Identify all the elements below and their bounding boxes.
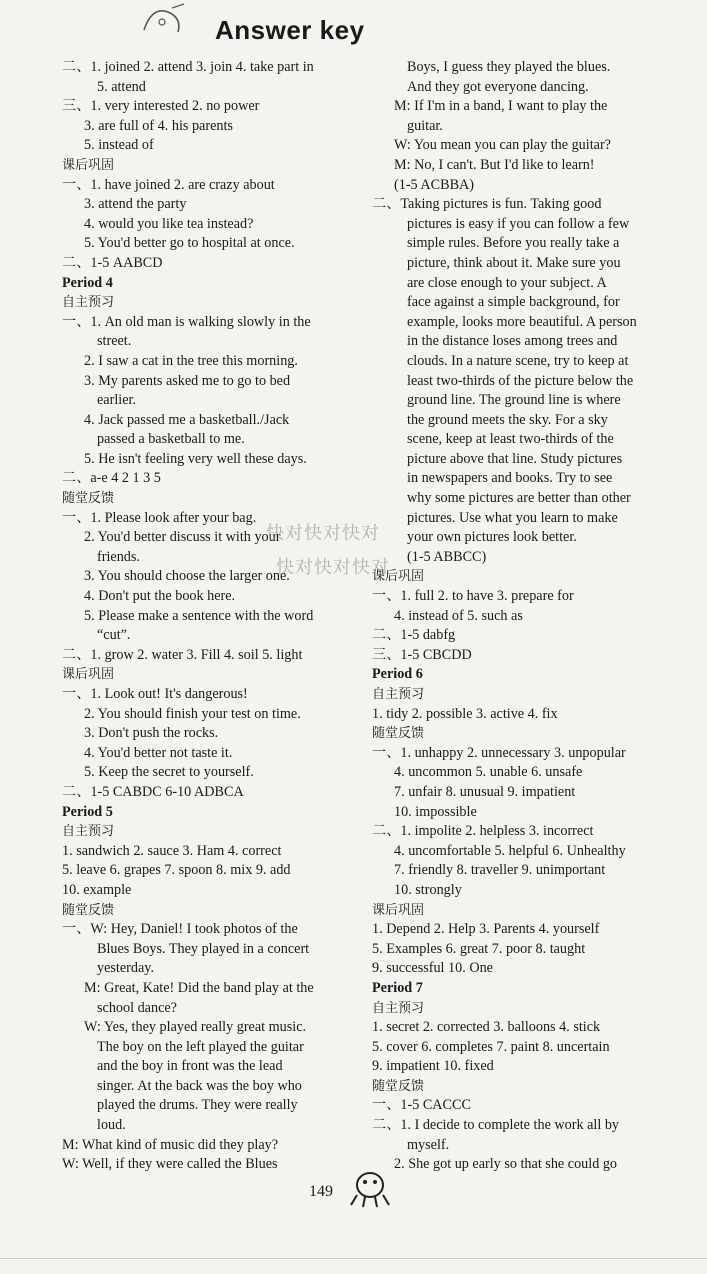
- answer-line: your own pictures look better.: [407, 529, 577, 546]
- answer-line: W: Yes, they played really great music.: [84, 1019, 307, 1036]
- answer-line: 1. sandwich 2. sauce 3. Ham 4. correct: [62, 842, 282, 859]
- answer-line: M: If I'm in a band, I want to play the: [394, 98, 608, 115]
- subsection-label: 自主预习: [62, 824, 115, 840]
- subsection-label: 课后巩固: [62, 667, 115, 683]
- answer-line: 二、a-e 4 2 1 3 5: [62, 470, 161, 487]
- cartoon-doodle-icon: [138, 0, 198, 40]
- answer-line: W: Well, if they were called the Blues: [62, 1156, 278, 1173]
- answer-line: M: No, I can't. But I'd like to learn!: [394, 156, 595, 173]
- answer-line: 5. Please make a sentence with the word: [84, 607, 314, 624]
- answer-line: 7. unfair 8. unusual 9. impatient: [394, 783, 576, 800]
- answer-line: school dance?: [97, 999, 177, 1016]
- answer-line: least two-thirds of the picture below the: [407, 372, 634, 389]
- answer-line: in newspapers and books. Try to see: [407, 470, 613, 487]
- subsection-label: 自主预习: [372, 1000, 425, 1016]
- answer-line: 1. Depend 2. Help 3. Parents 4. yourself: [372, 921, 600, 938]
- answer-line: 3. Don't push the rocks.: [84, 725, 219, 742]
- answer-line: 9. impatient 10. fixed: [372, 1058, 494, 1075]
- answer-line: 1. secret 2. corrected 3. balloons 4. stick: [372, 1019, 601, 1036]
- answer-line: loud.: [97, 1117, 126, 1134]
- answer-line: 5. instead of: [84, 137, 154, 154]
- answer-line: M: Great, Kate! Did the band play at the: [84, 979, 314, 996]
- subsection-label: 随堂反馈: [372, 726, 425, 742]
- answer-line: simple rules. Before you really take a: [407, 235, 620, 252]
- answer-line: 5. Examples 6. great 7. poor 8. taught: [372, 940, 586, 957]
- answer-line: 二、1-5 CABDC 6-10 ADBCA: [62, 783, 244, 800]
- answer-line: 10. impossible: [394, 803, 477, 820]
- answer-line: W: You mean you can play the guitar?: [394, 137, 611, 154]
- answer-line: Blues Boys. They played in a concert: [97, 940, 310, 957]
- answer-line: 5. You'd better go to hospital at once.: [84, 235, 295, 252]
- answer-line: 3. You should choose the larger one.: [84, 568, 290, 585]
- answer-line: myself.: [407, 1136, 450, 1153]
- answer-line: 2. She got up early so that she could go: [394, 1156, 618, 1173]
- answer-line: And they got everyone dancing.: [407, 78, 589, 95]
- answer-line: 一、1. have joined 2. are crazy about: [62, 176, 275, 193]
- answer-line: 4. Jack passed me a basketball./Jack: [84, 411, 290, 428]
- mascot-cartoon-icon: [345, 1165, 395, 1209]
- answer-line: 2. I saw a cat in the tree this morning.: [84, 352, 298, 369]
- answer-line: 二、1. I decide to complete the work all by: [372, 1117, 620, 1134]
- left-column: [62, 58, 362, 1175]
- answer-line: yesterday.: [97, 960, 154, 977]
- answer-line: 4. You'd better not taste it.: [84, 744, 233, 761]
- answer-line: passed a basketball to me.: [97, 431, 245, 448]
- answer-line: 一、1. An old man is walking slowly in the: [62, 313, 311, 330]
- answer-line: 4. instead of 5. such as: [394, 607, 523, 624]
- answer-line: in the distance loses among trees and: [407, 333, 618, 350]
- answer-line: 2. You should finish your test on time.: [84, 705, 301, 722]
- answer-line: why some pictures are better than other: [407, 490, 631, 507]
- answer-line: 3. are full of 4. his parents: [84, 117, 233, 134]
- answer-line: 4. uncomfortable 5. helpful 6. Unhealthy: [394, 842, 626, 859]
- answer-line: 4. uncommon 5. unable 6. unsafe: [394, 764, 583, 781]
- answer-line: pictures. Use what you learn to make: [407, 509, 618, 526]
- answer-line: 二、1-5 AABCD: [62, 254, 163, 271]
- answer-line: 二、1. joined 2. attend 3. join 4. take part in: [62, 59, 314, 75]
- answer-line: the ground meets the sky. For a sky: [407, 411, 608, 428]
- answer-line: picture above that line. Study pictures: [407, 450, 623, 467]
- answer-line: 1. tidy 2. possible 3. active 4. fix: [372, 705, 558, 722]
- section-heading: Period 5: [62, 803, 113, 820]
- answer-line: “cut”.: [97, 627, 131, 644]
- answer-line: friends.: [97, 548, 140, 565]
- answer-line: 二、Taking pictures is fun. Taking good: [372, 196, 602, 213]
- answer-line: 10. strongly: [394, 881, 462, 898]
- answer-line: played the drums. They were really: [97, 1097, 298, 1114]
- answer-line: 三、1. very interested 2. no power: [62, 98, 260, 115]
- page-title: Answer key: [215, 15, 365, 45]
- answer-line: 5. leave 6. grapes 7. spoon 8. mix 9. add: [62, 862, 291, 879]
- answer-line: 5. Keep the secret to yourself.: [84, 764, 254, 781]
- answer-line: earlier.: [97, 392, 136, 409]
- answer-line: 一、1. Look out! It's dangerous!: [62, 686, 248, 702]
- answer-line: M: What kind of music did they play?: [62, 1136, 279, 1153]
- answer-line: Boys, I guess they played the blues.: [407, 59, 611, 75]
- answer-line: (1-5 ACBBA): [394, 176, 475, 193]
- answer-line: singer. At the back was the boy who: [97, 1077, 302, 1094]
- answer-line: pictures is easy if you can follow a few: [407, 215, 630, 232]
- subsection-label: 随堂反馈: [372, 1078, 425, 1094]
- answer-line: 二、1. impolite 2. helpless 3. incorrect: [372, 823, 594, 840]
- answer-line: 3. My parents asked me to go to bed: [84, 372, 291, 389]
- watermark-line-2: 快对快对快对: [276, 557, 390, 578]
- answer-line: 2. You'd better discuss it with your: [84, 529, 281, 546]
- answer-line: 5. He isn't feeling very well these days.: [84, 450, 307, 467]
- answer-line: and the boy in front was the lead: [97, 1058, 283, 1075]
- answer-line: face against a simple background, for: [407, 294, 620, 311]
- answer-line: 4. would you like tea instead?: [84, 215, 254, 232]
- answer-line: 三、1-5 CBCDD: [372, 646, 472, 663]
- section-heading: Period 6: [372, 666, 423, 683]
- answer-line: scene, keep at least two-thirds of the: [407, 431, 614, 448]
- answer-line: (1-5 ABBCC): [407, 548, 487, 565]
- answer-line: 5. attend: [97, 78, 146, 95]
- page-number: 149: [309, 1183, 333, 1200]
- answer-line: example, looks more beautiful. A person: [407, 313, 637, 330]
- answer-line: 7. friendly 8. traveller 9. unimportant: [394, 862, 606, 879]
- answer-line: are close enough to your subject. A: [407, 274, 607, 291]
- answer-line: clouds. In a nature scene, try to keep at: [407, 352, 629, 369]
- section-heading: Period 4: [62, 274, 113, 291]
- page-bottom-divider: [0, 1258, 707, 1259]
- answer-line: 4. Don't put the book here.: [84, 588, 236, 605]
- answer-line: The boy on the left played the guitar: [97, 1038, 304, 1055]
- answer-line: 9. successful 10. One: [372, 960, 493, 977]
- section-heading: Period 7: [372, 979, 423, 996]
- answer-line: picture, think about it. Make sure you: [407, 254, 621, 271]
- answer-line: 10. example: [62, 881, 132, 898]
- subsection-label: 课后巩固: [62, 157, 115, 173]
- answer-line: 一、1. unhappy 2. unnecessary 3. unpopular: [372, 744, 626, 761]
- subsection-label: 课后巩固: [372, 569, 425, 585]
- answer-line: 二、1. grow 2. water 3. Fill 4. soil 5. light: [62, 646, 303, 663]
- answer-line: ground line. The ground line is where: [407, 392, 621, 409]
- answer-line: 一、1. full 2. to have 3. prepare for: [372, 588, 574, 605]
- subsection-label: 随堂反馈: [62, 902, 115, 918]
- right-column: [372, 58, 672, 1175]
- answer-line: 一、1. Please look after your bag.: [62, 509, 257, 526]
- subsection-label: 自主预习: [372, 687, 425, 702]
- answer-line: 一、1-5 CACCC: [372, 1097, 471, 1114]
- answer-line: guitar.: [407, 117, 443, 134]
- answer-line: 5. cover 6. completes 7. paint 8. uncertain: [372, 1038, 610, 1055]
- answer-line: street.: [97, 333, 132, 350]
- subsection-label: 随堂反馈: [62, 491, 115, 507]
- subsection-label: 自主预习: [62, 295, 115, 311]
- watermark-line-1: 快对快对快对: [266, 523, 380, 544]
- answer-line: 一、W: Hey, Daniel! I took photos of the: [62, 921, 298, 938]
- answer-line: 二、1-5 dabfg: [372, 627, 456, 644]
- answer-line: 3. attend the party: [84, 196, 187, 213]
- subsection-label: 课后巩固: [372, 902, 425, 918]
